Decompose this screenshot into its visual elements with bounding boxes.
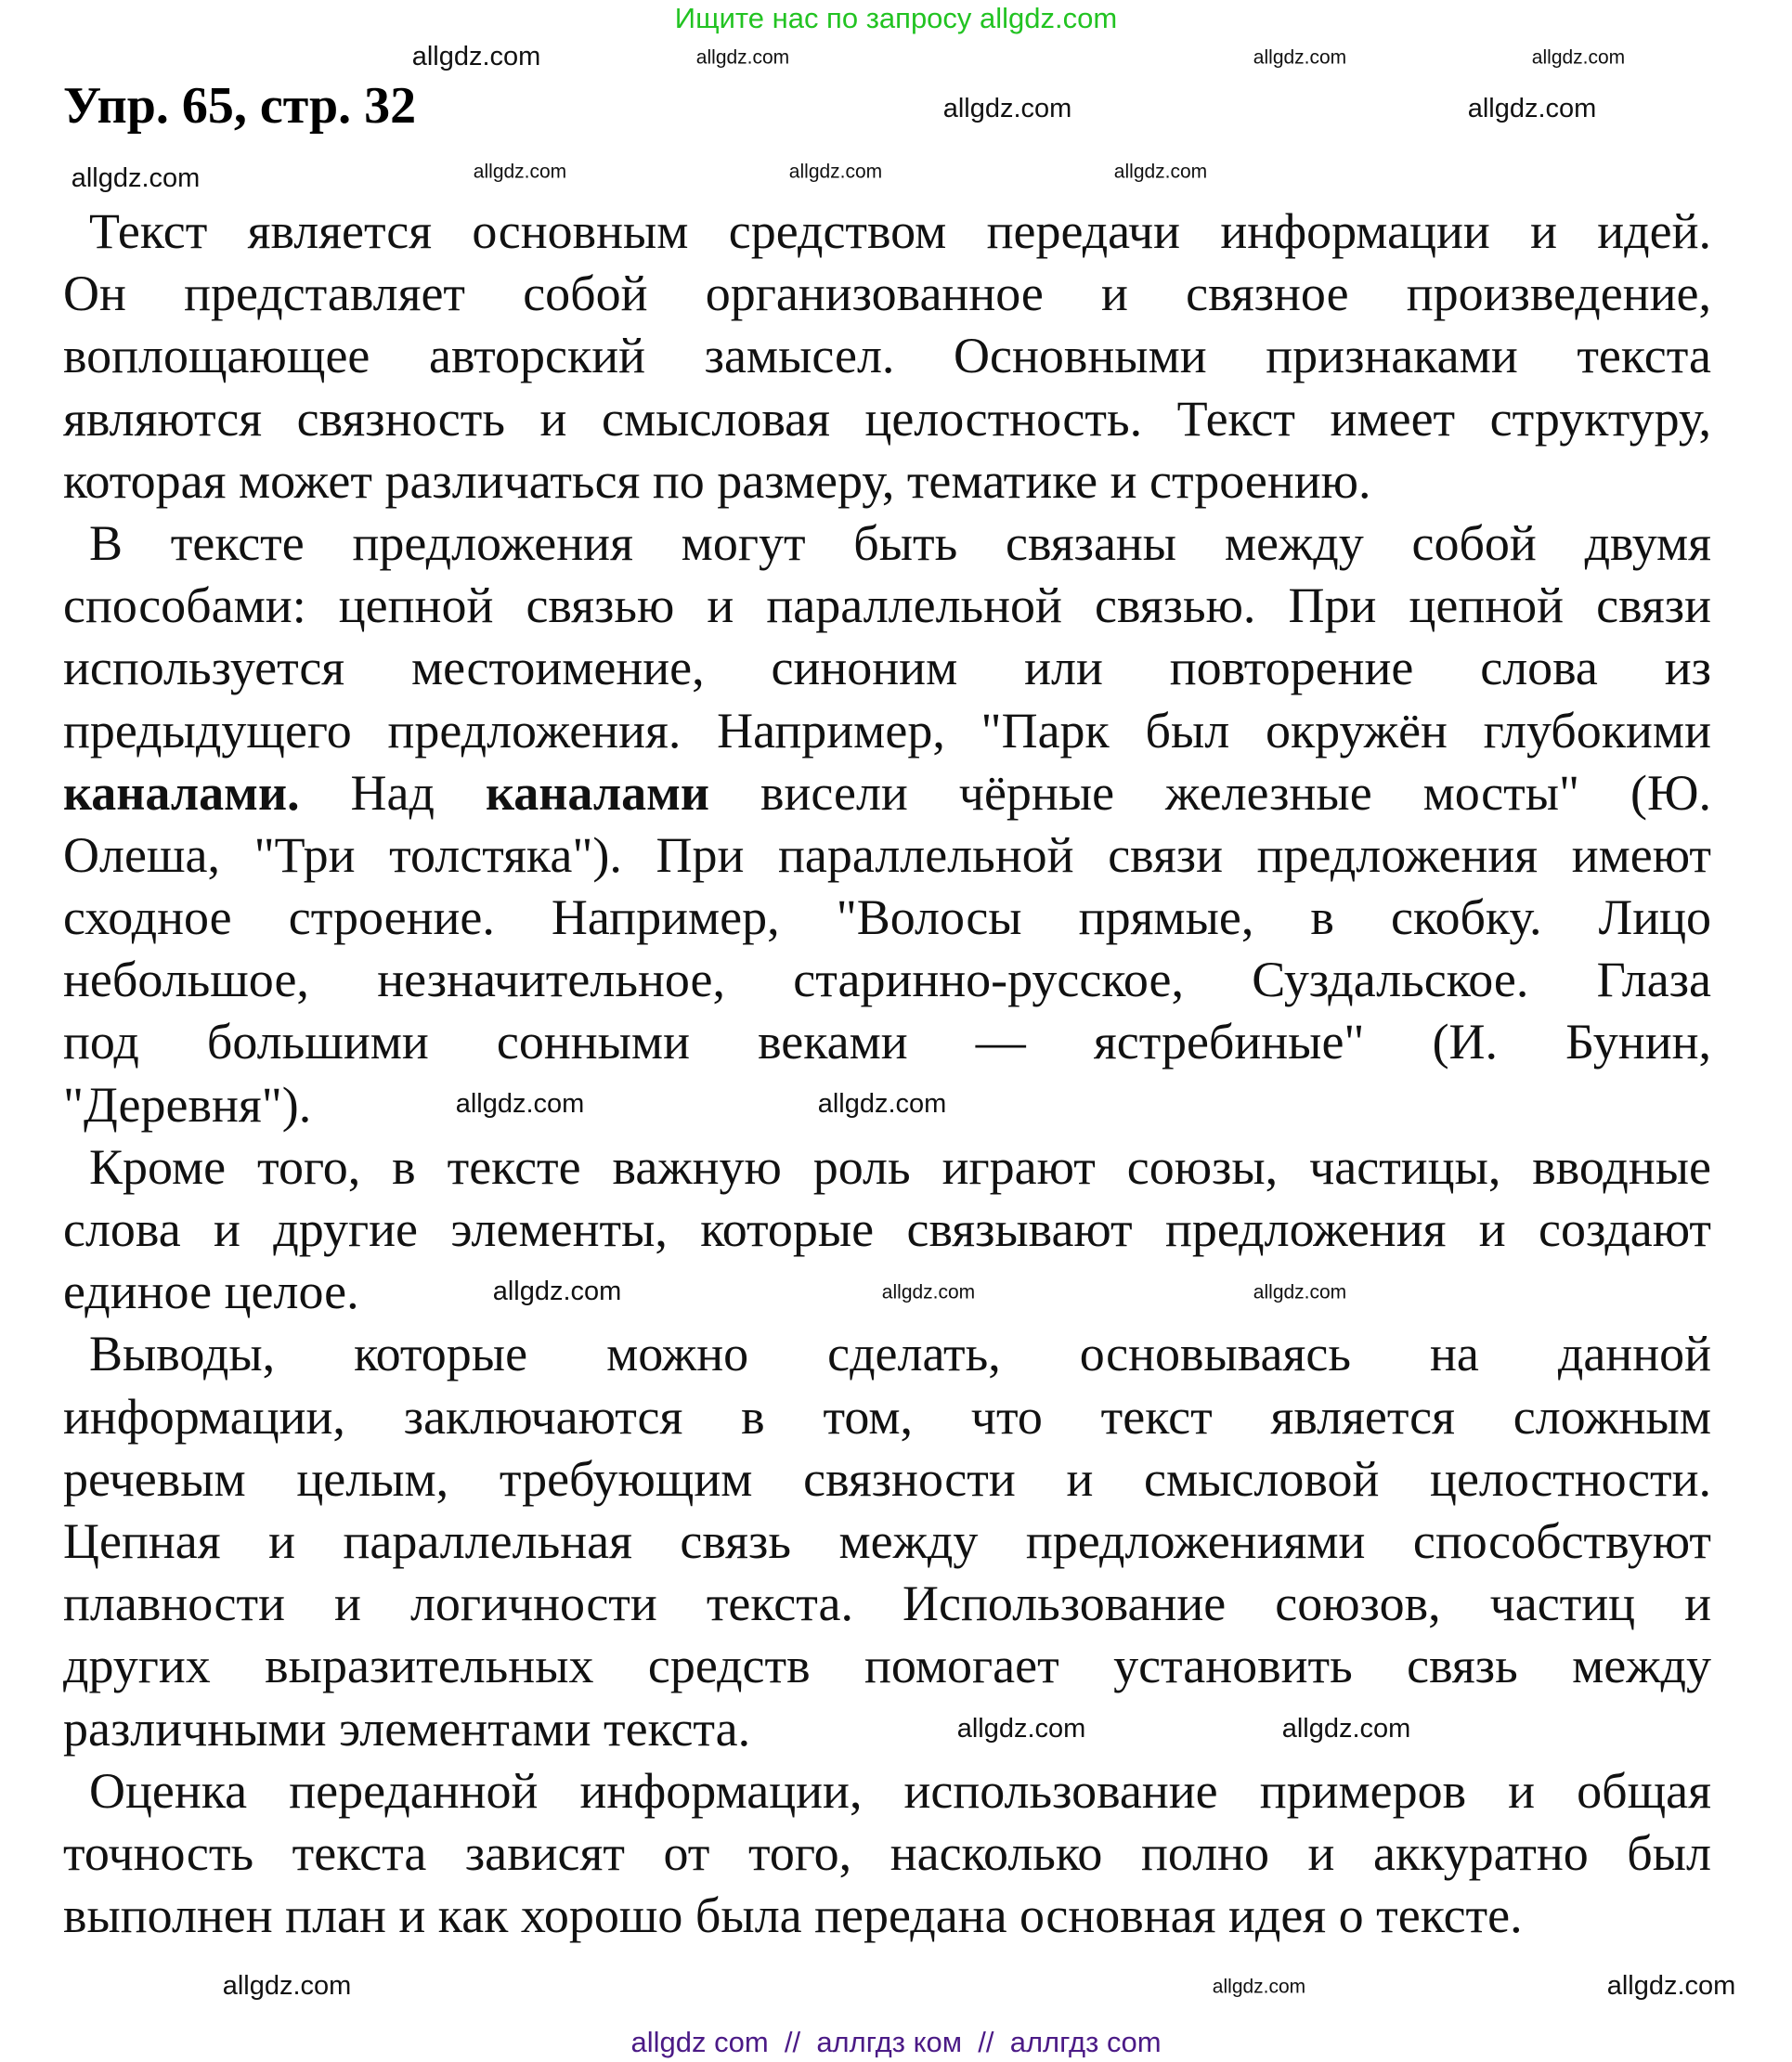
watermark: allgdz.com — [71, 163, 201, 194]
text-segment: Над — [299, 764, 486, 821]
watermark: allgdz.com — [1113, 161, 1208, 183]
text-line: Он представляет собой организованное и связное произведение, — [63, 266, 1711, 322]
watermark: allgdz.com — [1531, 46, 1626, 69]
watermark: allgdz.com — [788, 161, 883, 183]
watermark: allgdz.com — [492, 1277, 622, 1307]
text-line: сходное строение. Например, "Волосы прямые, в скобку. Лицо — [63, 889, 1711, 946]
watermark: allgdz.com — [956, 1714, 1086, 1744]
text-line: плавности и логичности текста. Использование союзов, частиц и — [63, 1576, 1711, 1632]
text-line: различными элементами текста. — [63, 1700, 751, 1757]
text-segment: висели чёрные железные мосты" (Ю. — [709, 764, 1711, 821]
watermark: allgdz.com — [1253, 46, 1347, 69]
page-title: Упр. 65, стр. 32 — [63, 77, 417, 135]
text-line: Оценка переданной информации, использование примеров и общая — [89, 1762, 1711, 1819]
watermark: allgdz.com — [1606, 1971, 1736, 2002]
watermark: allgdz.com — [1281, 1714, 1411, 1744]
text-line: являются связность и смысловая целостность. Текст имеет структуру, — [63, 390, 1711, 447]
search-banner: Ищите нас по запросу allgdz.com — [674, 1, 1118, 34]
watermark: allgdz.com — [817, 1089, 947, 1120]
watermark: allgdz.com — [881, 1281, 976, 1303]
text-line: В тексте предложения могут быть связаны между собой двумя — [89, 514, 1711, 571]
text-line: информации, заключаются в том, что текст является сложным — [63, 1388, 1711, 1445]
watermark: allgdz.com — [473, 161, 567, 183]
text-line: Текст является основным средством передачи информации и идей. — [89, 203, 1711, 259]
text-line: воплощающее авторский замысел. Основными признаками текста — [63, 328, 1711, 384]
text-line — [63, 762, 1711, 824]
text-line: других выразительных средств помогает установить связь между — [63, 1638, 1711, 1694]
text-line: выполнен план и как хорошо была передана основная идея о тексте. — [63, 1887, 1523, 1944]
watermark: allgdz.com — [411, 42, 541, 72]
watermark: allgdz.com — [222, 1971, 352, 2002]
text-line: способами: цепной связью и параллельной связью. При цепной связи — [63, 577, 1711, 634]
watermark: allgdz.com — [695, 46, 790, 69]
bold-word: каналами — [485, 764, 710, 821]
watermark: allgdz.com — [942, 94, 1072, 124]
text-line: речевым целым, требующим связности и смысловой целостности. — [63, 1450, 1711, 1507]
text-line: единое целое. — [63, 1264, 359, 1320]
text-line: Кроме того, в тексте важную роль играют союзы, частицы, вводные — [89, 1138, 1711, 1195]
text-line: Цепная и параллельная связь между предложениями способствуют — [63, 1512, 1711, 1569]
watermark: allgdz.com — [455, 1089, 585, 1120]
text-line: слова и другие элементы, которые связывают предложения и создают — [63, 1201, 1711, 1257]
watermark: allgdz.com — [1212, 1976, 1306, 1998]
watermark: allgdz.com — [1467, 94, 1597, 124]
watermark: allgdz.com — [1253, 1281, 1347, 1303]
text-line: Выводы, которые можно сделать, основываясь на данной — [89, 1326, 1711, 1382]
text-line: используется местоимение, синоним или повторение слова из — [63, 640, 1711, 696]
text-line: которая может различаться по размеру, тематике и строению. — [63, 452, 1371, 509]
text-line: под большими сонными веками — ястребиные" (И. Бунин, — [63, 1014, 1711, 1070]
document-body — [63, 201, 1711, 1947]
text-line: Олеша, "Три толстяка"). При параллельной связи предложения имеют — [63, 826, 1711, 883]
text-line: "Деревня"). — [63, 1076, 312, 1133]
text-line: предыдущего предложения. Например, "Парк был окружён глубокими — [63, 702, 1711, 759]
bold-word: каналами. — [63, 764, 300, 821]
text-line: точность текста зависят от того, насколько полно и аккуратно был — [63, 1824, 1711, 1881]
text-line: небольшое, незначительное, старинно-русское, Суздальское. Глаза — [63, 952, 1711, 1008]
footer-banner: allgdz com // аллгдз ком // аллгдз com — [630, 2025, 1162, 2058]
